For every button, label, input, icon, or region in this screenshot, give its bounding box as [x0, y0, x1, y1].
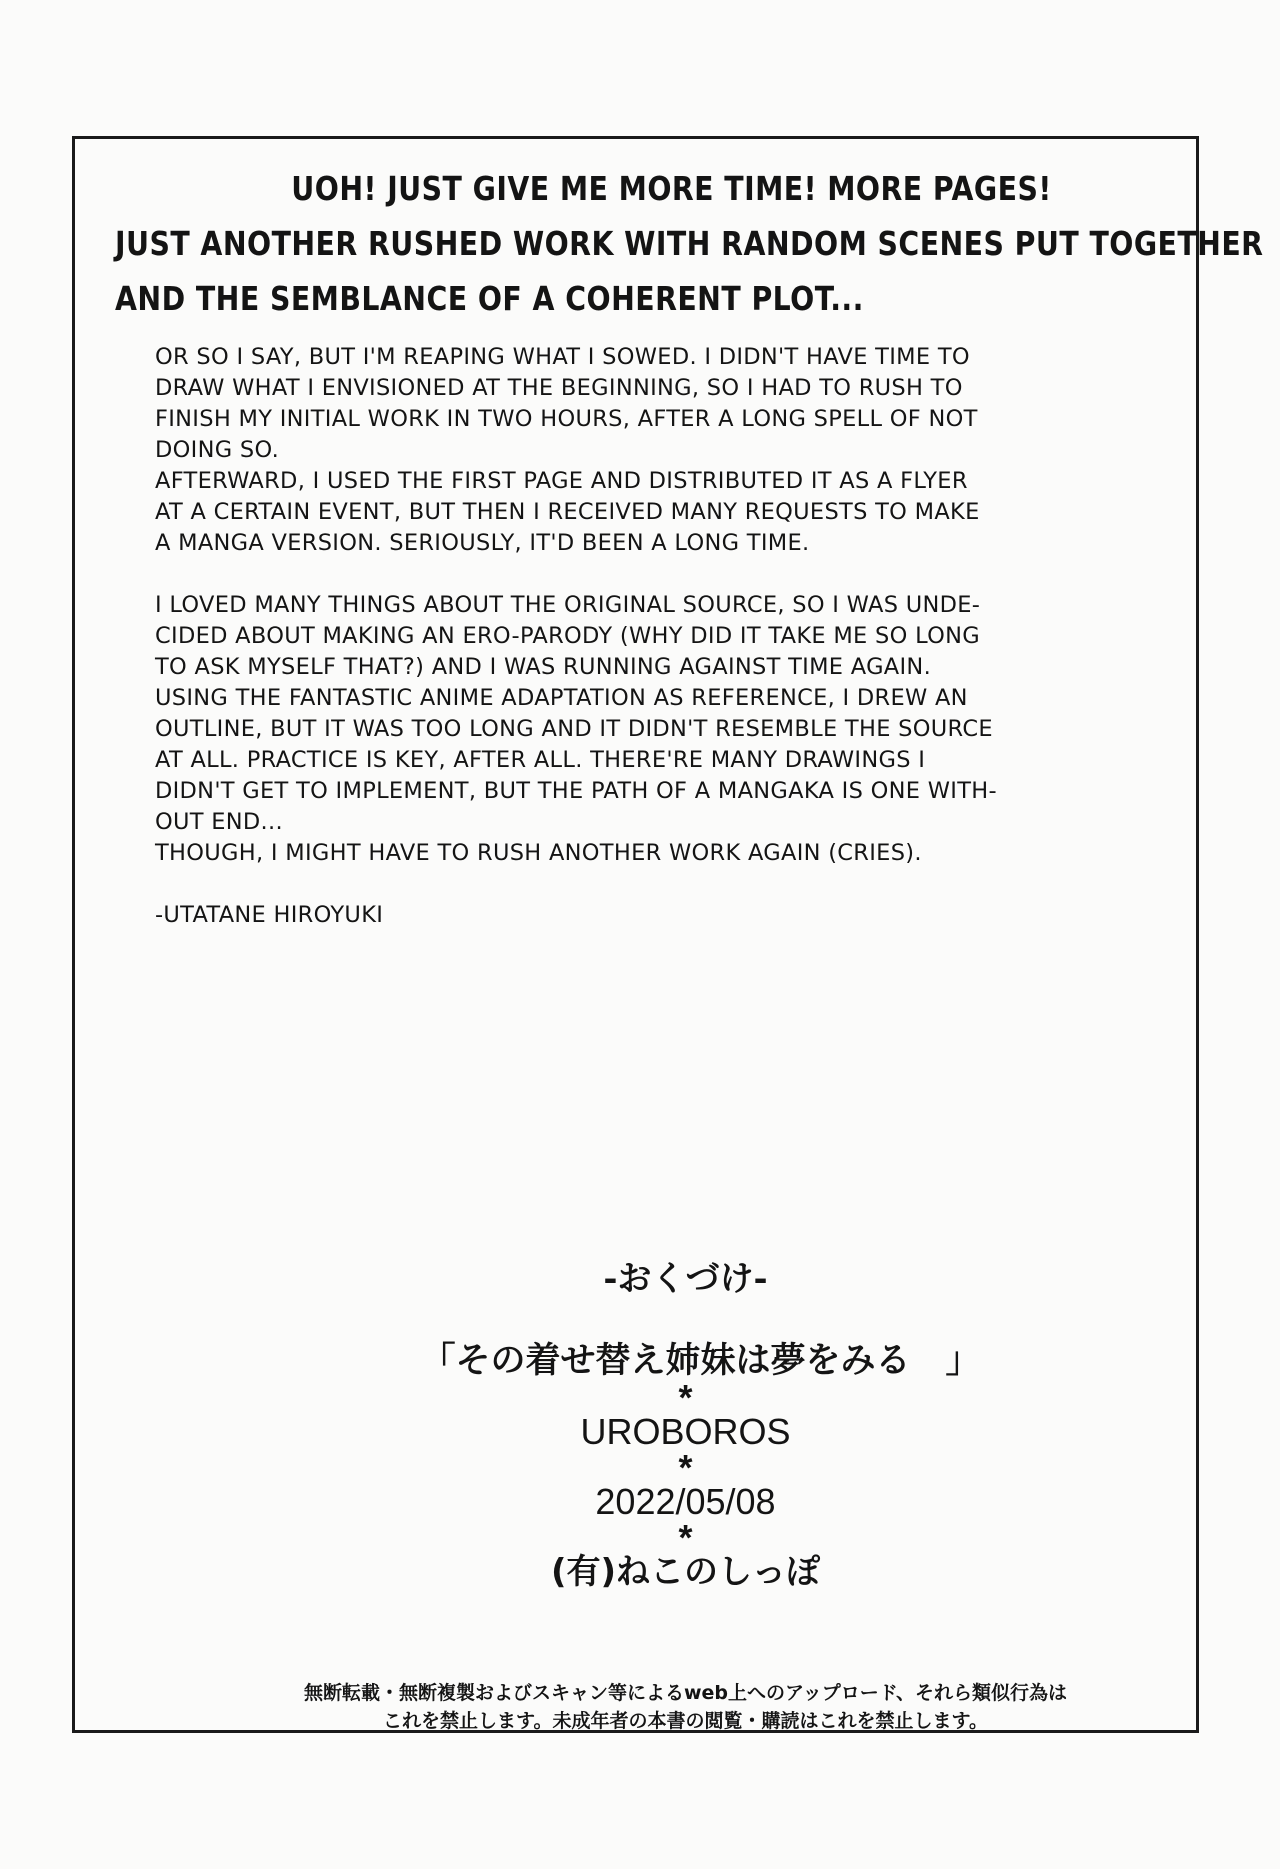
text-line: TO ASK MYSELF THAT?) AND I WAS RUNNING AGAINST TIME AGAIN. [155, 654, 932, 680]
headline-line: UOH! JUST GIVE ME MORE TIME! MORE PAGES! [291, 169, 1052, 208]
headline-line: AND THE SEMBLANCE OF A COHERENT PLOT... [115, 279, 864, 318]
text-line: USING THE FANTASTIC ANIME ADAPTATION AS REFERENCE, I DREW AN [155, 685, 968, 711]
text-line: AT A CERTAIN EVENT, BUT THEN I RECEIVED MANY REQUESTS TO MAKE [155, 499, 980, 525]
afterword-paragraph-2 [155, 590, 1145, 869]
circle-name: UROBOROS [580, 1411, 791, 1452]
star-separator: * [678, 1517, 693, 1558]
author-signature: -UTATANE HIROYUKI [155, 902, 384, 928]
text-line: CIDED ABOUT MAKING AN ERO-PARODY (WHY DID IT TAKE ME SO LONG [155, 623, 980, 649]
star-separator: * [678, 1377, 693, 1418]
headline-line: JUST ANOTHER RUSHED WORK WITH RANDOM SCENES PUT TOGETHER [115, 224, 1264, 263]
afterword-headline [115, 161, 1264, 326]
notice-line: 無断転載・無断複製およびスキャン等によるweb上へのアップロード、それら類似行為は [303, 1682, 1067, 1704]
text-line: OUTLINE, BUT IT WAS TOO LONG AND IT DIDN'T RESEMBLE THE SOURCE [155, 716, 993, 742]
copyright-notice [75, 1679, 1196, 1735]
text-line: AT ALL. PRACTICE IS KEY, AFTER ALL. THERE'RE MANY DRAWINGS I [155, 747, 926, 773]
afterword-paragraph-1 [155, 342, 1145, 559]
text-line: DIDN'T GET TO IMPLEMENT, BUT THE PATH OF A MANGAKA IS ONE WITH- [155, 778, 997, 804]
notice-line: これを禁止します。未成年者の本書の閲覧・購読はこれを禁止します。 [383, 1710, 988, 1732]
afterword-body [155, 342, 1145, 931]
colophon-heading: -おくづけ- [603, 1259, 768, 1299]
text-line: A MANGA VERSION. SERIOUSLY, IT'D BEEN A LONG TIME. [155, 530, 810, 556]
text-line: DOING SO. [155, 437, 280, 463]
book-title: 「その着せ替え姉妹は夢をみる 」 [420, 1341, 981, 1381]
text-line: OR SO I SAY, BUT I'M REAPING WHAT I SOWED. I DIDN'T HAVE TIME TO [155, 344, 970, 370]
afterword-frame [72, 136, 1264, 1733]
text-line: OUT END... [155, 809, 283, 835]
text-line: FINISH MY INITIAL WORK IN TWO HOURS, AFTER A LONG SPELL OF NOT [155, 406, 978, 432]
text-line: THOUGH, I MIGHT HAVE TO RUSH ANOTHER WORK AGAIN (CRIES). [155, 840, 922, 866]
publication-date: 2022/05/08 [595, 1481, 776, 1522]
publisher-name: (有)ねこのしっぽ [550, 1552, 821, 1592]
text-line: I LOVED MANY THINGS ABOUT THE ORIGINAL SOURCE, SO I WAS UNDE- [155, 592, 981, 618]
colophon [75, 1259, 1196, 1595]
text-line: AFTERWARD, I USED THE FIRST PAGE AND DISTRIBUTED IT AS A FLYER [155, 468, 968, 494]
text-line: DRAW WHAT I ENVISIONED AT THE BEGINNING, SO I HAD TO RUSH TO [155, 375, 963, 401]
star-separator: * [678, 1447, 693, 1488]
